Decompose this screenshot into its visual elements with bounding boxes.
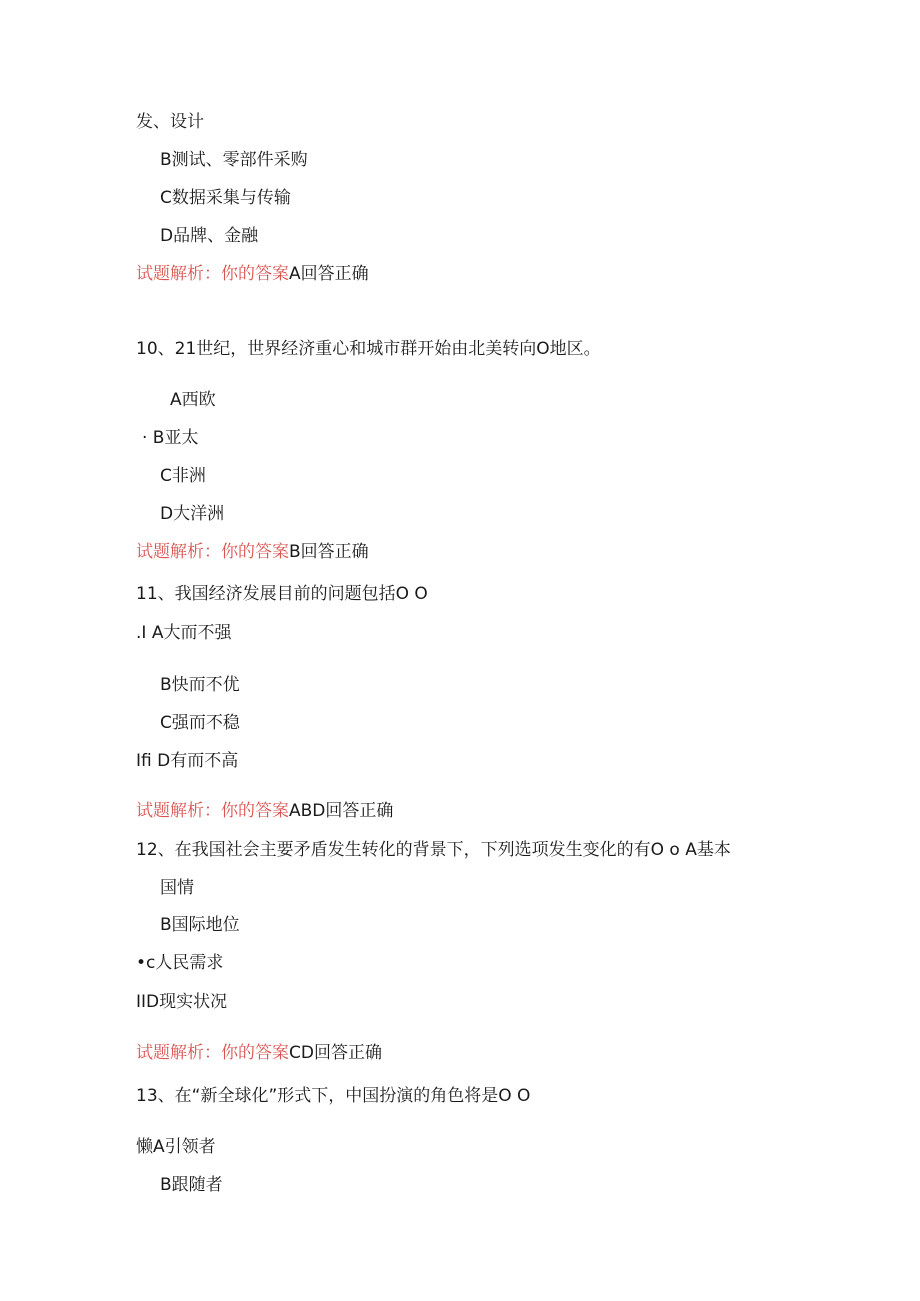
question-12: 12、在我国社会主要矛盾发生转化的背景下，下列选项发生变化的有O o A基本 (136, 840, 731, 860)
question-11: 11、我国经济发展目前的问题包括O O (136, 584, 428, 604)
option-a: A西欧 (170, 390, 216, 410)
question-12-continued: 国情 (160, 878, 194, 898)
answer-analysis (136, 1042, 382, 1064)
option-d: D大洋洲 (160, 504, 225, 524)
answer-analysis (136, 800, 393, 822)
option-c: C数据采集与传输 (160, 188, 291, 208)
option-b: B国际地位 (160, 915, 240, 935)
analysis-label: 试题解析：你的答案 (136, 801, 289, 821)
option-b: B测试、零部件采购 (160, 150, 308, 170)
analysis-label: 试题解析：你的答案 (136, 1043, 289, 1063)
answer-result: ABD回答正确 (289, 801, 394, 821)
answer-analysis (136, 541, 369, 563)
answer-result: CD回答正确 (289, 1043, 382, 1063)
option-c: •c人民需求 (136, 953, 224, 973)
analysis-label: 试题解析：你的答案 (136, 264, 289, 284)
answer-analysis (136, 263, 369, 285)
option-text: 发、设计 (136, 112, 204, 132)
option-b: · B亚太 (142, 428, 199, 448)
option-d: Ifi D有而不高 (136, 751, 239, 771)
option-d: IID现实状况 (136, 992, 228, 1012)
question-13: 13、在“新全球化”形式下，中国扮演的角色将是O O (136, 1086, 531, 1106)
option-a: .I A大而不强 (136, 623, 232, 643)
option-a: 懒A引领者 (136, 1137, 216, 1157)
answer-result: A回答正确 (289, 264, 369, 284)
question-10: 10、21世纪，世界经济重心和城市群开始由北美转向O地区。 (136, 339, 601, 359)
option-c: C强而不稳 (160, 713, 240, 733)
option-c: C非洲 (160, 466, 206, 486)
answer-result: B回答正确 (289, 542, 369, 562)
option-b: B跟随者 (160, 1175, 223, 1195)
option-d: D品牌、金融 (160, 226, 259, 246)
option-b: B快而不优 (160, 675, 240, 695)
analysis-label: 试题解析：你的答案 (136, 542, 289, 562)
